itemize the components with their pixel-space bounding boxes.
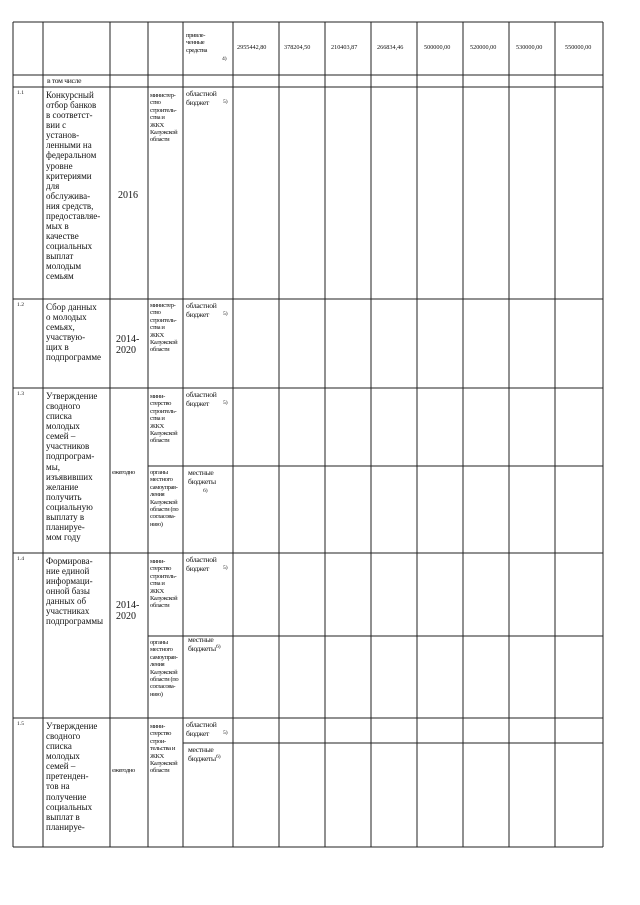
row-1-4-funding: областной бюджет <box>186 555 217 573</box>
including-label: в том числе <box>47 76 82 85</box>
top-row-value-4: 266834,46 <box>377 44 404 51</box>
row-1-5-action: Утверждение сводного списка молодых семей – претенден- тов на получение социальных выплат в планируе- <box>46 721 98 832</box>
row-1-5-funding-local-note: 6) <box>216 754 221 760</box>
row-1-3-funding-local: местные бюджеты <box>188 468 216 486</box>
top-row-value-6: 520000,00 <box>470 44 497 51</box>
top-row-source-note: 4) <box>222 56 227 62</box>
row-1-3-term: ежегодно <box>112 469 135 476</box>
row-1-1-term: 2016 <box>118 190 138 201</box>
row-1-3-funding-note: 5) <box>223 400 228 406</box>
top-row-value-5: 500000,00 <box>424 44 451 51</box>
row-1-3-executor: мини- стерство строитель- ства и ЖКХ Калужской области <box>150 393 178 445</box>
row-1-1-funding-note: 5) <box>223 99 228 105</box>
row-1-5-funding: областной бюджет <box>186 720 217 738</box>
row-1-4-executor-local: органы местного самоуправ- ления Калужской области (по согласова- нию) <box>150 639 179 698</box>
row-1-5-term: ежегодно <box>112 767 135 774</box>
row-1-4-funding-local: местные бюджеты <box>188 635 216 653</box>
row-1-4-funding-local-note: 6) <box>216 644 221 650</box>
row-1-3-funding-local-note: 6) <box>203 488 208 494</box>
row-1-3-action: Утверждение сводного списка молодых семей – участников подпрограм- мы, изъявивших желание получить социальную выплату в планируе- мом году <box>46 391 98 543</box>
row-1-4-number: 1.4 <box>17 556 24 562</box>
top-row-source: привле- ченные средства <box>186 32 207 54</box>
row-1-2-number: 1.2 <box>17 302 24 308</box>
row-1-5-number: 1.5 <box>17 721 24 727</box>
row-1-3-number: 1.3 <box>17 391 24 397</box>
row-1-5-funding-note: 5) <box>223 730 228 736</box>
row-1-4-funding-note: 5) <box>223 565 228 571</box>
row-1-3-executor-local: органы местного самоуправ- ления Калужской области (по согласова- нию) <box>150 469 179 528</box>
row-1-3-funding: областной бюджет <box>186 390 217 408</box>
row-1-1-funding: областной бюджет <box>186 89 217 107</box>
row-1-5-executor: мини- стерство строи- тельства и ЖКХ Калужской области <box>150 723 178 775</box>
row-1-5-funding-local: местные бюджеты <box>188 745 216 763</box>
row-1-1-executor: министер- ство строитель- ства и ЖКХ Калужской области <box>150 92 178 144</box>
row-1-4-executor: мини- стерство строитель- ства и ЖКХ Калужской области <box>150 558 178 610</box>
row-1-2-term: 2014- 2020 <box>116 334 140 357</box>
top-row-value-2: 378204,50 <box>284 44 311 51</box>
top-row-value-3: 210403,87 <box>331 44 358 51</box>
row-1-1-action: Конкурсный отбор банков в соответст- вии с установ- ленными на федеральном уровне критериями для обслужива- ния средств, предоставляе- мых в качестве социальных выплат молодым семьям <box>46 90 101 282</box>
row-1-2-funding-note: 5) <box>223 311 228 317</box>
row-1-4-action: Формирова- ние единой информаци- онной базы данных об участниках подпрограммы <box>46 556 104 627</box>
top-row-value-8: 550000,00 <box>565 44 592 51</box>
row-1-4-term: 2014- 2020 <box>116 600 140 623</box>
top-row-value-1: 2955442,80 <box>237 44 267 51</box>
row-1-2-executor: министер- ство строитель- ства и ЖКХ Калужской области <box>150 302 178 354</box>
top-row-value-7: 530000,00 <box>516 44 543 51</box>
row-1-2-funding: областной бюджет <box>186 301 217 319</box>
row-1-1-number: 1.1 <box>17 90 24 96</box>
row-1-2-action: Сбор данных о молодых семьях, участвую- щих в подпрограмме <box>46 302 102 363</box>
